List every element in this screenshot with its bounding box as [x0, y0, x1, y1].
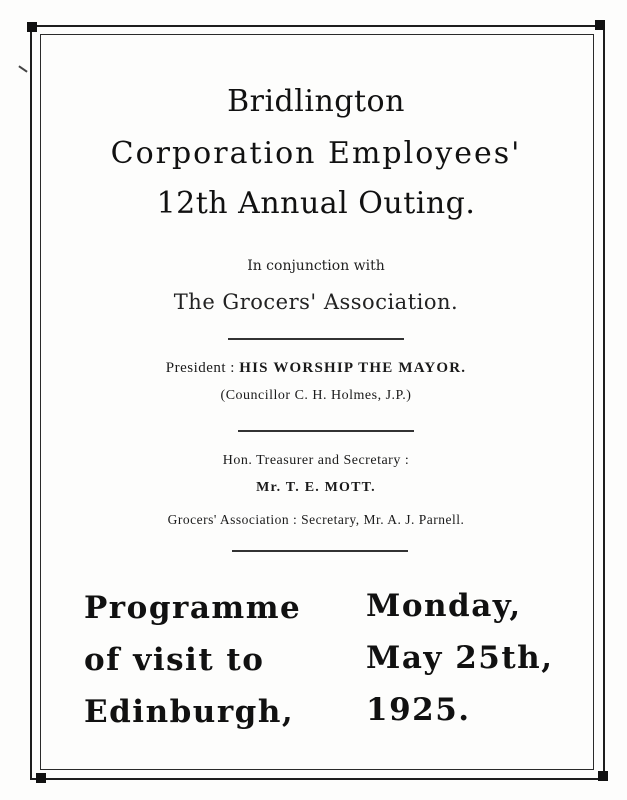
corner-mark-top-left: [27, 22, 37, 32]
president-line: [40, 360, 592, 377]
grocers-label: Grocers' Association :: [167, 512, 298, 527]
title-line-1: Bridlington: [227, 84, 405, 119]
title-line-3: 12th Annual Outing.: [156, 186, 476, 221]
programme-date: [366, 580, 554, 736]
grocers-line: [40, 512, 592, 528]
corner-mark-bottom-left: [36, 773, 46, 783]
corner-mark-top-right: [595, 20, 605, 30]
president-name: (Councillor C. H. Holmes, J.P.): [220, 388, 412, 403]
date-line: May 25th,: [366, 640, 554, 676]
president-value: HIS WORSHIP THE MAYOR.: [239, 360, 467, 376]
programme-line: Programme: [84, 590, 302, 626]
title-line-2: Corporation Employees': [110, 136, 522, 171]
treasurer-name: Mr. T. E. MOTT.: [256, 480, 376, 495]
president-label: President :: [165, 360, 235, 376]
programme-line: of visit to: [84, 642, 265, 678]
date-line: Monday,: [366, 588, 522, 624]
partner-association: The Grocers' Association.: [173, 290, 459, 314]
divider-rule-2: [238, 430, 414, 432]
treasurer-label: Hon. Treasurer and Secretary :: [222, 453, 410, 468]
divider-rule-1: [228, 338, 404, 340]
divider-rule-3: [232, 550, 408, 552]
date-line: 1925.: [366, 692, 471, 728]
programme-line: Edinburgh,: [84, 694, 295, 730]
stray-ink-mark: [18, 65, 27, 72]
programme-description: [84, 582, 301, 738]
corner-mark-bottom-right: [598, 771, 608, 781]
conjunction-text: In conjunction with: [247, 258, 385, 274]
grocers-value: Secretary, Mr. A. J. Parnell.: [301, 512, 465, 527]
